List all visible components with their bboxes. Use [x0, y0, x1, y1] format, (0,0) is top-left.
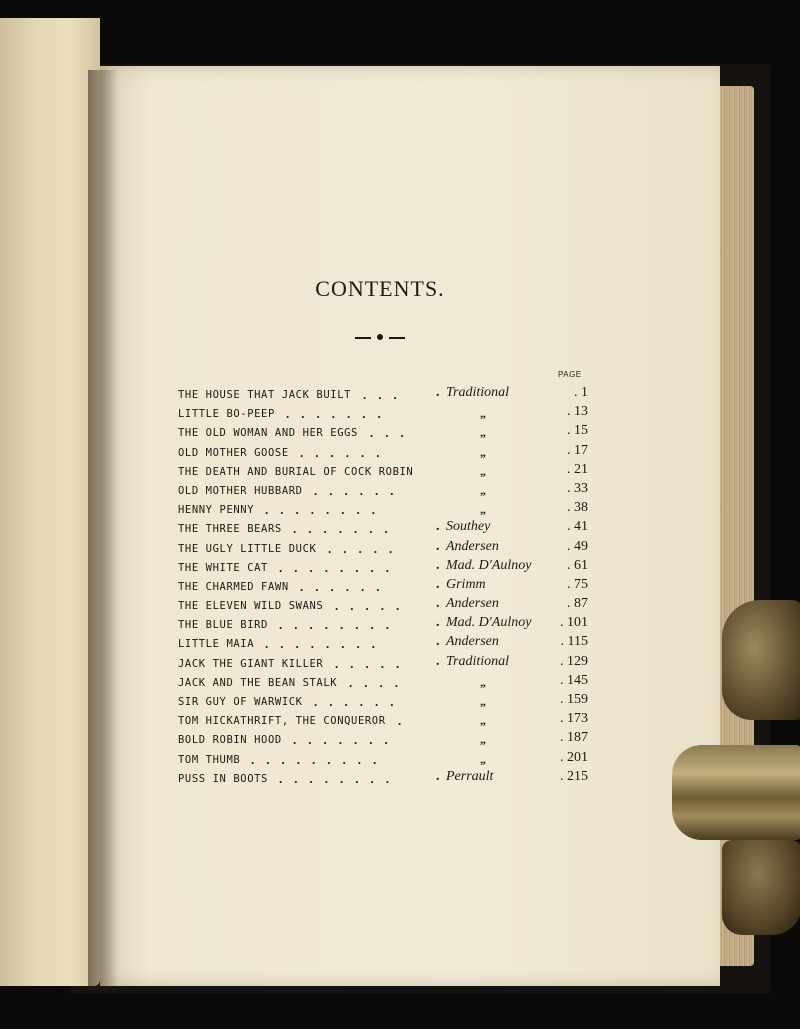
toc-row — [178, 692, 608, 711]
toc-title: TOM HICKATHRIFT, THE CONQUEROR — [178, 715, 386, 728]
toc-row — [178, 654, 608, 673]
brass-clasp-top — [722, 600, 800, 720]
toc-row — [178, 519, 608, 538]
toc-author: Andersen — [446, 596, 499, 612]
toc-page-number: . 38 — [567, 500, 588, 516]
toc-title: SIR GUY OF WARWICK — [178, 696, 303, 708]
toc-title: THE OLD WOMAN AND HER EGGS — [178, 427, 358, 440]
toc-page-number: . 15 — [567, 423, 588, 439]
toc-row — [178, 481, 608, 500]
toc-page-number: . 159 — [560, 692, 588, 707]
dot-leader: ....... — [293, 732, 400, 748]
contents-heading: CONTENTS. — [315, 276, 445, 301]
dot-leader: ....... — [286, 406, 393, 422]
dot-leader: ...... — [314, 482, 406, 498]
toc-title: THE WHITE CAT — [178, 561, 268, 574]
gutter-shadow — [88, 70, 118, 990]
dot-leader: . — [436, 653, 440, 669]
toc-author-ditto: „ — [480, 713, 486, 728]
dot-leader: . — [436, 768, 440, 784]
dot-leader: . — [436, 615, 440, 631]
dot-leader: ........ — [279, 617, 401, 633]
dot-leader: ........ — [279, 559, 401, 575]
toc-author-ditto: „ — [480, 751, 486, 766]
toc-page-number: . 13 — [567, 404, 588, 420]
toc-author-ditto: „ — [480, 502, 486, 517]
dot-leader: . — [398, 713, 414, 729]
toc-row — [178, 711, 608, 730]
toc-row — [178, 500, 608, 519]
toc-author: Grimm — [446, 576, 486, 592]
dot-leader: ........ — [265, 636, 387, 652]
toc-title: THE UGLY LITTLE DUCK — [178, 542, 317, 555]
dot-leader: . — [436, 557, 440, 573]
toc-title: BOLD ROBIN HOOD — [178, 734, 282, 747]
toc-row — [178, 769, 608, 788]
dot-leader: ........ — [265, 502, 387, 518]
toc-row — [178, 539, 608, 558]
page-column-label: PAGE — [558, 370, 582, 379]
heading-ornament — [355, 331, 405, 345]
toc-title: JACK THE GIANT KILLER — [178, 657, 324, 670]
toc-page-number: . 173 — [560, 711, 588, 727]
toc-title: HENNY PENNY — [178, 504, 255, 517]
toc-title: THE ELEVEN WILD SWANS — [178, 600, 324, 613]
toc-row — [178, 577, 608, 596]
toc-author-ditto: „ — [480, 674, 486, 689]
toc-title: THE HOUSE THAT JACK BUILT — [178, 389, 352, 401]
dot-leader: . — [436, 385, 440, 400]
toc-title: PUSS IN BOOTS — [178, 772, 268, 785]
dot-leader: ....... — [293, 521, 400, 537]
dot-leader: ...... — [314, 694, 406, 709]
toc-author: Mad. D'Aulnoy — [446, 557, 532, 573]
toc-page-number: . 215 — [560, 768, 588, 784]
dot-leader: ..... — [328, 540, 405, 556]
dot-leader: ......... — [251, 751, 389, 767]
toc-author: Mad. D'Aulnoy — [446, 615, 532, 631]
toc-row — [178, 558, 608, 577]
dot-leader: .... — [349, 674, 410, 690]
toc-title: THE DEATH AND BURIAL OF COCK ROBIN — [178, 465, 414, 478]
toc-page-number: . 21 — [567, 461, 588, 477]
toc-page-number: . 33 — [567, 480, 588, 496]
toc-page-number: . 145 — [560, 672, 588, 688]
toc-title: LITTLE MAIA — [178, 638, 255, 651]
contents-list — [178, 385, 608, 788]
toc-author: Southey — [446, 519, 491, 535]
toc-page-number: . 115 — [560, 634, 588, 650]
toc-page-number: . 61 — [567, 557, 588, 573]
toc-row — [178, 750, 608, 769]
toc-row — [178, 634, 608, 653]
toc-title: THE THREE BEARS — [178, 523, 282, 536]
brass-clasp-bar — [672, 745, 800, 840]
toc-row — [178, 615, 608, 634]
toc-row — [178, 673, 608, 692]
toc-title: THE CHARMED FAWN — [178, 580, 289, 593]
toc-page-number: . 129 — [560, 653, 588, 669]
toc-row — [178, 404, 608, 423]
toc-row — [178, 443, 608, 462]
left-page — [0, 18, 100, 986]
dot-leader: . — [436, 576, 440, 592]
toc-page-number: . 49 — [567, 538, 588, 554]
dot-leader: . — [436, 519, 440, 535]
toc-page-number: . 101 — [560, 615, 588, 631]
toc-author-ditto: „ — [480, 732, 486, 747]
toc-author: Traditional — [446, 653, 510, 669]
dot-leader: ... — [363, 387, 409, 402]
toc-page-number: . 17 — [567, 442, 588, 458]
dot-leader: ...... — [300, 578, 392, 594]
toc-author-ditto: „ — [480, 482, 486, 497]
toc-row — [178, 423, 608, 442]
dot-leader: ... — [370, 425, 416, 441]
toc-page-number: . 41 — [567, 519, 588, 535]
toc-page-number: . 187 — [560, 730, 588, 746]
toc-title: LITTLE BO-PEEP — [178, 408, 275, 421]
toc-title: OLD MOTHER HUBBARD — [178, 484, 303, 497]
toc-page-number: . 75 — [567, 576, 588, 592]
toc-author: Andersen — [446, 634, 499, 650]
toc-title: OLD MOTHER GOOSE — [178, 446, 289, 459]
toc-author: Perrault — [446, 768, 494, 784]
toc-row — [178, 730, 608, 749]
toc-page-number: . 201 — [560, 749, 588, 765]
dot-leader: ........ — [279, 770, 401, 786]
dot-leader: ...... — [300, 444, 392, 460]
dot-leader: ..... — [335, 655, 412, 671]
toc-page-number: . 1 — [574, 385, 588, 400]
toc-title: JACK AND THE BEAN STALK — [178, 676, 338, 689]
toc-author: Traditional — [446, 385, 510, 400]
toc-title: TOM THUMB — [178, 753, 241, 766]
toc-row — [178, 385, 608, 404]
toc-author-ditto: „ — [480, 463, 486, 478]
toc-row — [178, 462, 608, 481]
toc-author-ditto: „ — [480, 425, 486, 440]
dot-leader: . — [436, 634, 440, 650]
dot-leader: ..... — [335, 598, 412, 614]
toc-author-ditto: „ — [480, 694, 486, 708]
dot-leader: . — [436, 538, 440, 554]
toc-page-number: . 87 — [567, 596, 588, 612]
brass-clasp-bottom — [722, 840, 800, 935]
toc-author: Andersen — [446, 538, 499, 554]
dot-leader: . — [436, 596, 440, 612]
toc-author-ditto: „ — [480, 406, 486, 421]
toc-title: THE BLUE BIRD — [178, 619, 268, 632]
toc-row — [178, 596, 608, 615]
toc-author-ditto: „ — [480, 444, 486, 459]
